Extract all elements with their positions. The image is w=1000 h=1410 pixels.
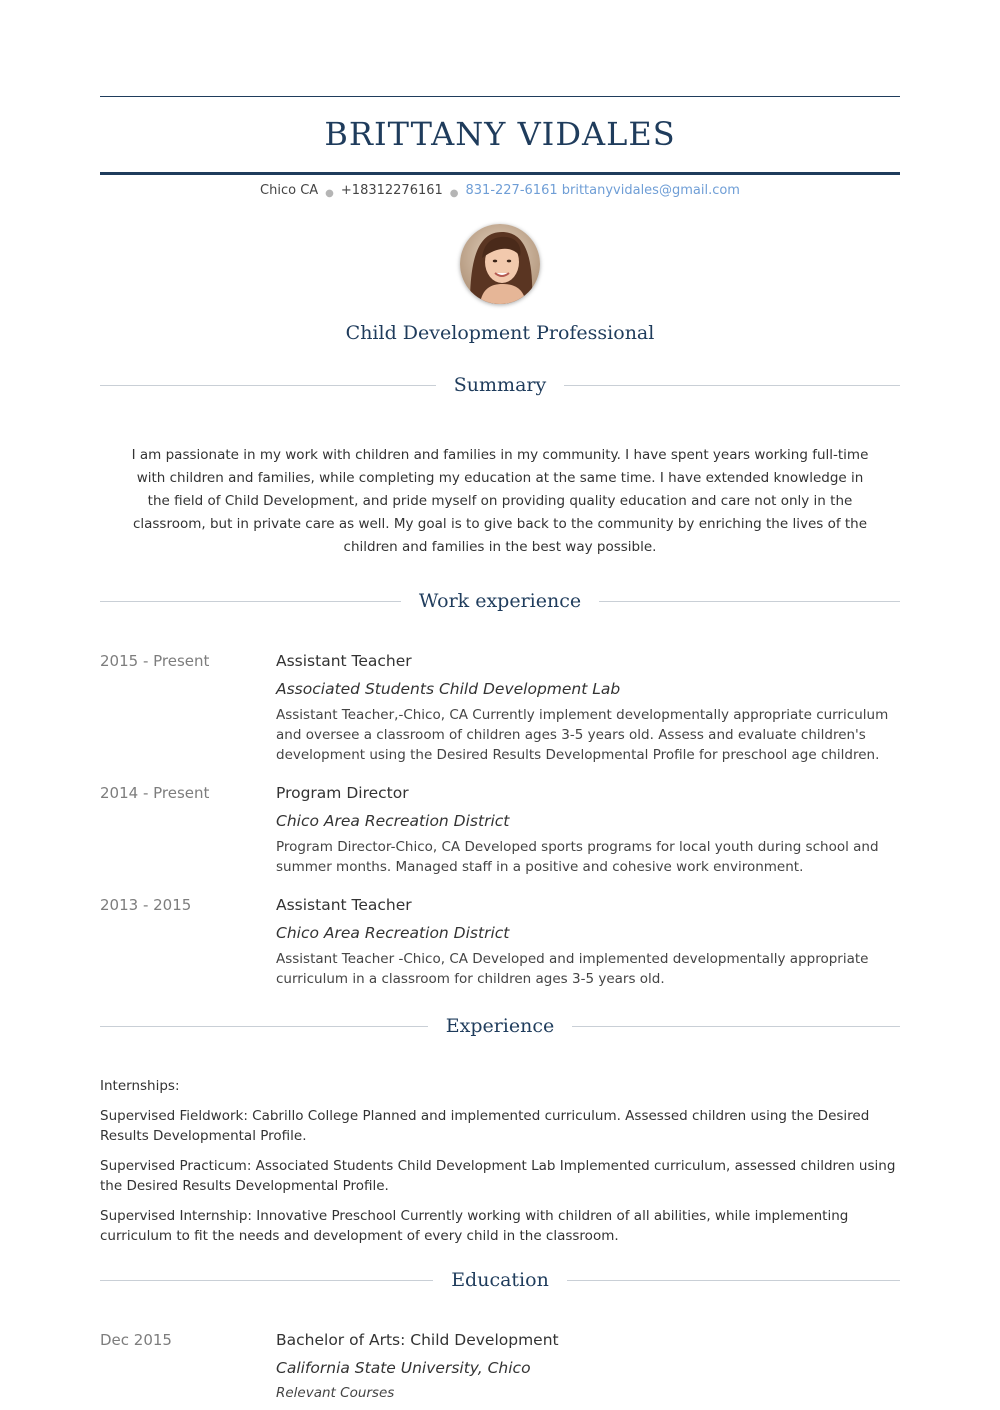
job-title: Program Director	[276, 784, 409, 802]
section-divider	[564, 385, 900, 386]
phone-link[interactable]: 831-227-6161	[465, 183, 558, 198]
avatar-portrait-icon	[460, 224, 540, 304]
experience-paragraph: Supervised Internship: Innovative Preschool Currently working with children of all abilities, while implementing curriculum to fit the needs and development of every child in the classroom.	[100, 1208, 849, 1244]
employer: Chico Area Recreation District	[276, 924, 510, 942]
entry-body	[276, 1329, 896, 1403]
section-divider	[100, 1026, 428, 1027]
email-link[interactable]: brittanyvidales@gmail.com	[561, 183, 740, 198]
summary-text: I am passionate in my work with children and families in my community. I have spent years working full-time with children and families, while completing my education at the same time. I have extended knowledge in the field of Child Development, and pride myself on providing quality education and care not only in the classroom, but in private care as well. My goal is to give back to the community by enriching the lives of the children and families in the best way possible.	[131, 447, 869, 555]
profile-photo-avatar	[460, 224, 540, 304]
summary-section-header	[100, 370, 900, 400]
separator-dot-icon: ●	[449, 188, 459, 199]
entry-body	[276, 782, 896, 877]
separator-dot-icon: ●	[325, 188, 334, 199]
top-rule	[100, 96, 900, 97]
job-title: Assistant Teacher	[276, 652, 412, 670]
professional-headline: Child Development Professional	[345, 322, 655, 344]
entry-dates: 2013 - 2015	[100, 896, 192, 914]
section-divider	[100, 1280, 433, 1281]
section-divider	[572, 1026, 900, 1027]
experience-paragraph: Supervised Practicum: Associated Students Child Development Lab Implemented curriculum, assessed children using the Desired Results Developmental Profile.	[100, 1158, 896, 1194]
section-divider	[100, 601, 401, 602]
experience-paragraph: Internships:	[100, 1078, 180, 1094]
section-title: Education	[451, 1269, 549, 1291]
employer: Chico Area Recreation District	[276, 812, 510, 830]
education-section-header	[100, 1265, 900, 1295]
degree: Bachelor of Arts: Child Development	[276, 1331, 559, 1349]
work-section-header	[100, 586, 900, 616]
entry-dates: 2015 - Present	[100, 652, 210, 670]
entry-body	[276, 894, 896, 989]
entry-dates: 2014 - Present	[100, 784, 210, 802]
section-title: Work experience	[418, 590, 582, 612]
education-extra: Relevant Courses	[276, 1385, 395, 1401]
section-title: Experience	[445, 1015, 555, 1037]
entry-body	[276, 650, 896, 765]
experience-text	[100, 1076, 900, 1256]
entry-dates: Dec 2015	[100, 1331, 172, 1349]
employer: Associated Students Child Development Lab	[276, 680, 621, 698]
location-text: Chico CA	[260, 183, 319, 198]
section-divider	[567, 1280, 900, 1281]
experience-paragraph: Supervised Fieldwork: Cabrillo College Planned and implemented curriculum. Assessed children using the Desired Results Developmental Profile.	[100, 1108, 870, 1144]
phone-text: +18312276161	[340, 183, 443, 198]
contact-line	[100, 182, 900, 201]
experience-section-header	[100, 1011, 900, 1041]
school: California State University, Chico	[276, 1359, 531, 1377]
job-description: Assistant Teacher -Chico, CA Developed and implemented developmentally appropriate curriculum in a classroom for children ages 3-5 years old.	[276, 951, 869, 987]
section-title: Summary	[453, 374, 547, 396]
job-description: Program Director-Chico, CA Developed sports programs for local youth during school and summer months. Managed staff in a positive and cohesive work environment.	[276, 839, 879, 875]
name-underline	[100, 172, 900, 175]
job-title: Assistant Teacher	[276, 896, 412, 914]
job-description: Assistant Teacher,-Chico, CA Currently implement developmentally appropriate curriculum and oversee a classroom of children ages 3-5 years old. Assess and evaluate children's development using the Desired Results Developmental Profile for preschool age children.	[276, 707, 889, 763]
section-divider	[100, 385, 436, 386]
candidate-name: BRITTANY VIDALES	[324, 115, 676, 153]
section-divider	[599, 601, 900, 602]
